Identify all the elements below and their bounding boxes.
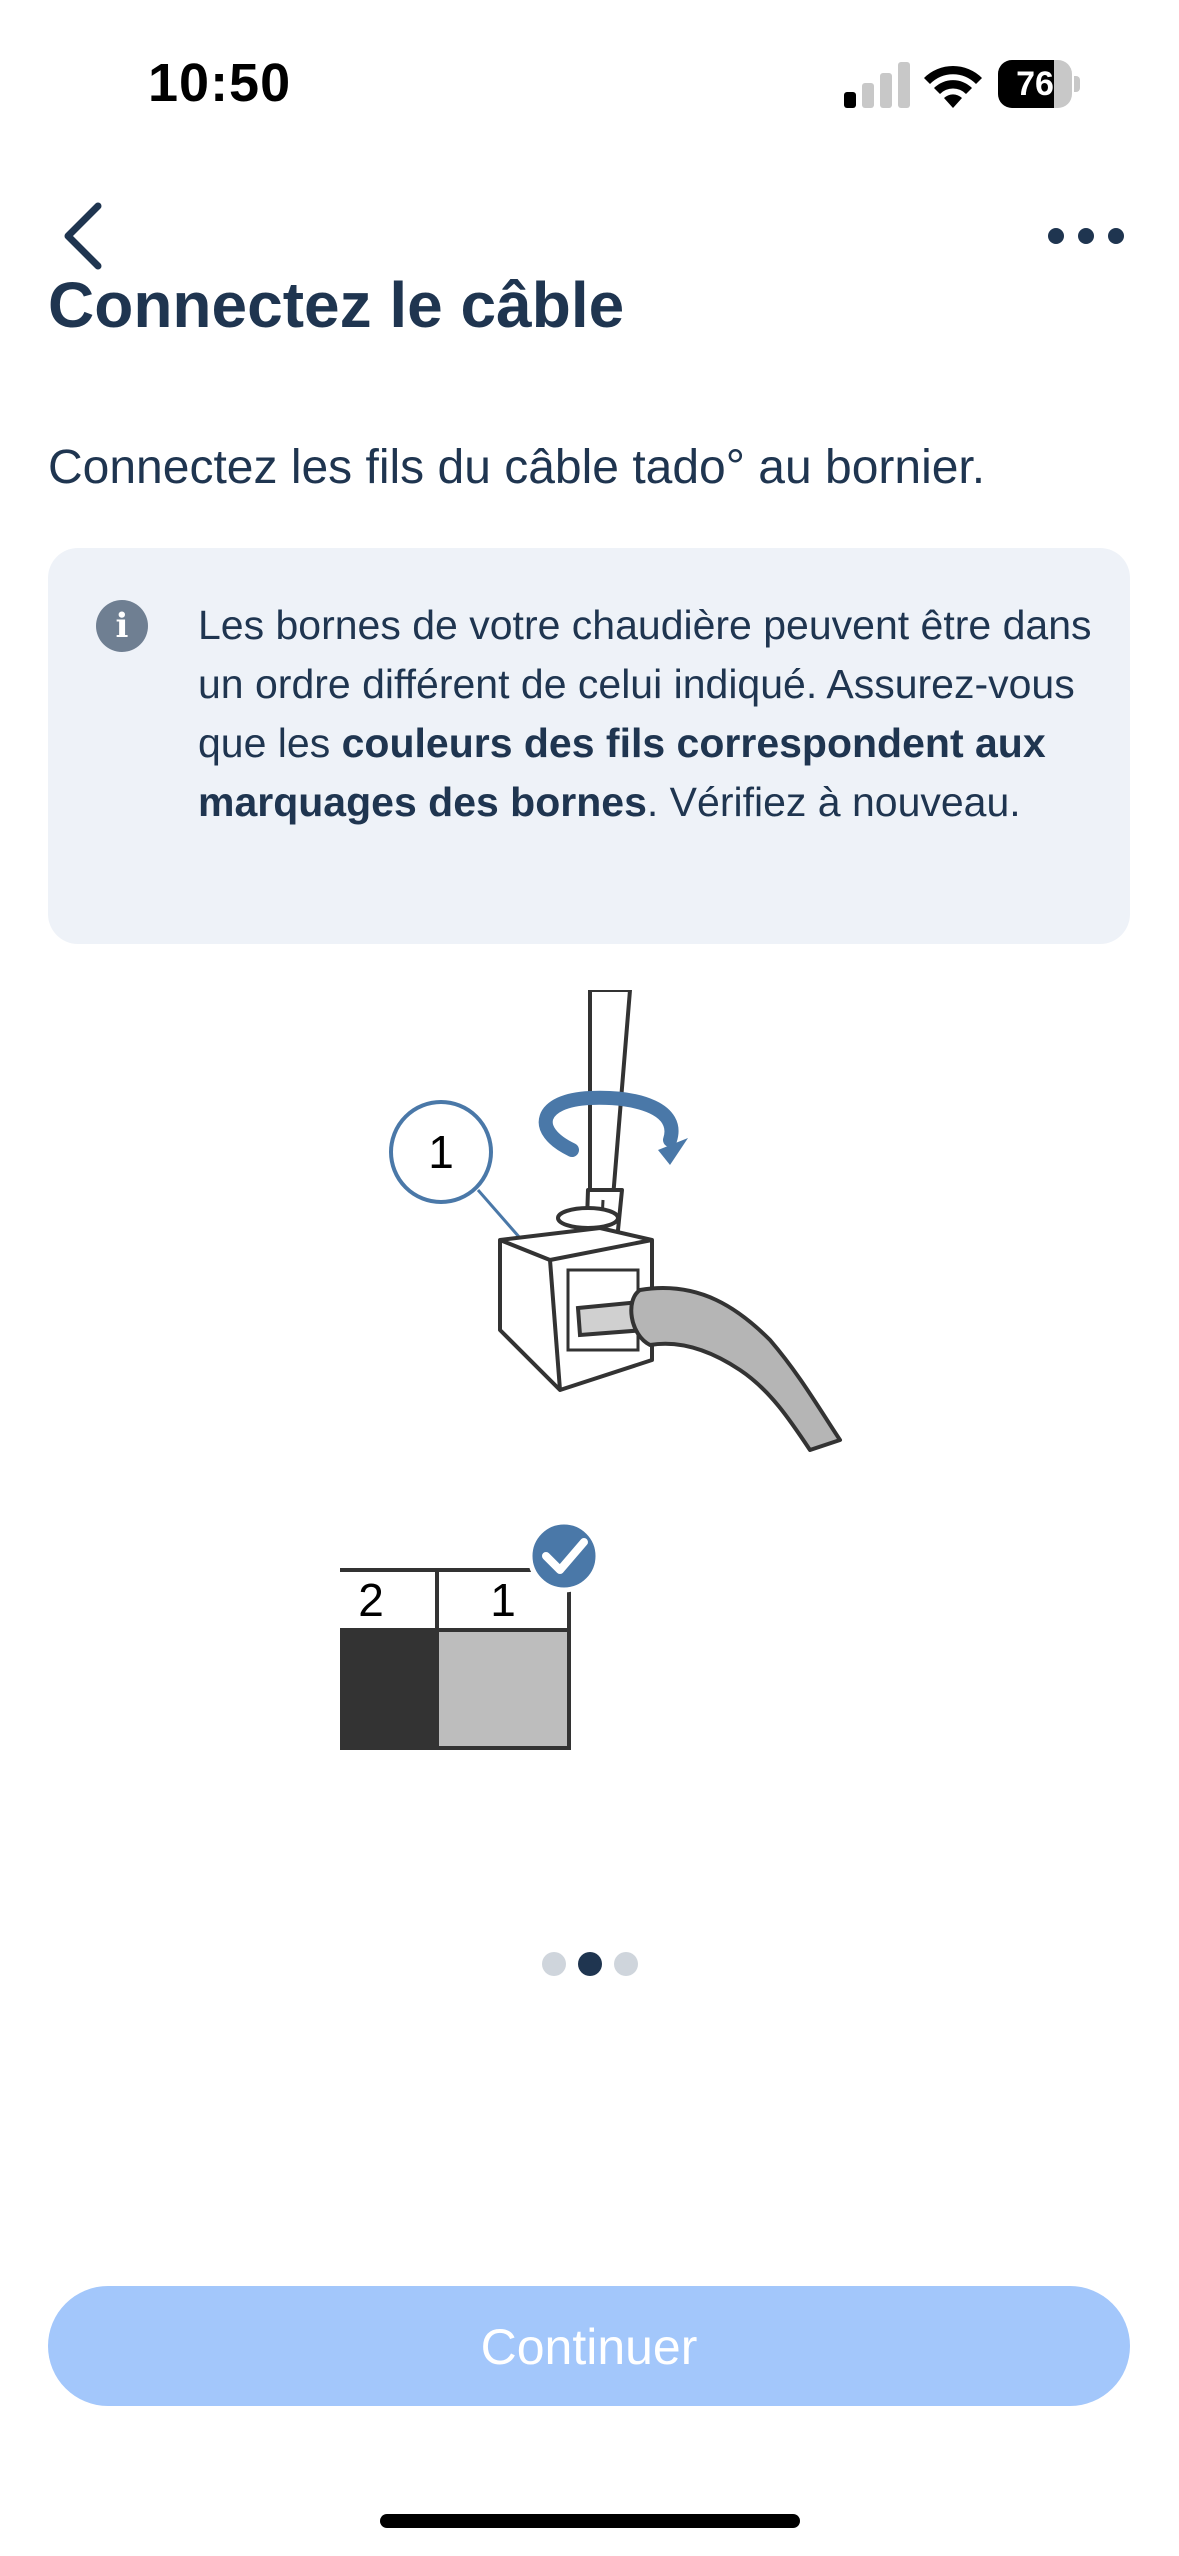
callout-leader-line (478, 1190, 520, 1238)
terminal-label-2: 2 (358, 1574, 384, 1626)
page-dot (542, 1952, 566, 1976)
wiring-illustration (340, 990, 900, 1890)
wifi-icon (922, 58, 984, 108)
info-message (198, 596, 1098, 832)
info-text-part: Les bornes de votre chaudière peuvent être dans un ordre différent de celui indiqué. Assurez-vous que les (198, 602, 1092, 766)
instruction-text: Connectez les fils du câble tado° au bornier. (48, 441, 986, 494)
info-text-part: . Vérifiez à nouveau. (646, 779, 1021, 825)
terminal-2-color (340, 1630, 437, 1748)
terminal-label-1: 1 (490, 1574, 516, 1626)
continue-button[interactable]: Continuer (48, 2286, 1130, 2406)
cellular-signal-icon (844, 62, 914, 108)
check-circle-icon (530, 1522, 598, 1590)
callout-number: 1 (428, 1126, 454, 1178)
page-dot-active (578, 1952, 602, 1976)
terminal-legend (340, 1570, 569, 1748)
battery-percent: 76 (1016, 65, 1054, 103)
back-chevron-icon[interactable] (56, 200, 116, 272)
battery-indicator (998, 60, 1080, 108)
terminal-block-icon (500, 1208, 652, 1390)
home-indicator (380, 2514, 800, 2528)
page-dot (614, 1952, 638, 1976)
info-icon: i (96, 600, 148, 652)
info-text-bold: couleurs des fils correspondent aux marquages des bornes (198, 720, 1046, 825)
page-indicator (540, 1950, 640, 1978)
terminal-1-color (437, 1630, 569, 1748)
page-title: Connectez le câble (48, 269, 625, 341)
more-options-icon[interactable] (1046, 216, 1126, 256)
status-time: 10:50 (148, 53, 292, 113)
